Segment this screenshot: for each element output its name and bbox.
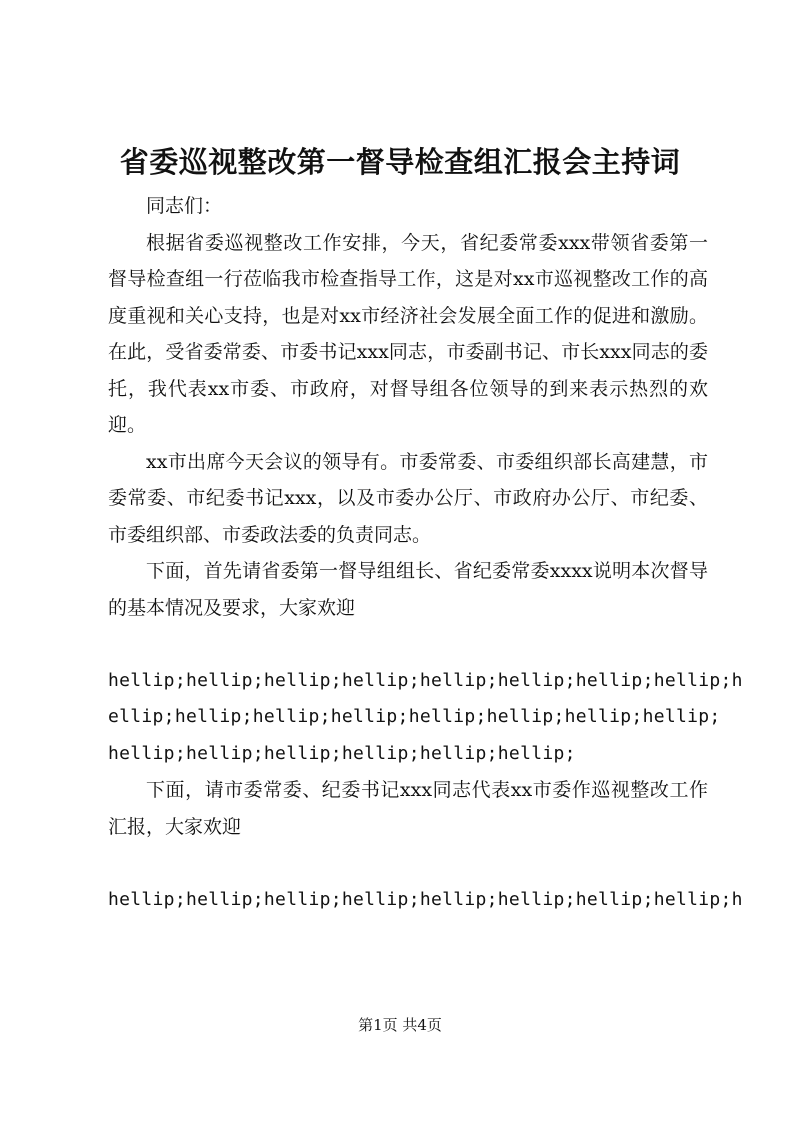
paragraph-first-speaker: 下面，首先请省委第一督导组组长、省纪委常委xxxx说明本次督导的基本情况及要求，大家欢迎 bbox=[108, 560, 708, 619]
paragraph-attendees: xx市出席今天会议的领导有。市委常委、市委组织部长高建慧，市委常委、市纪委书记xxx，以及市委办公厅、市政府办公厅、市纪委、市委组织部、市委政法委的负责同志。 bbox=[108, 450, 708, 546]
blank-line bbox=[108, 845, 708, 882]
paragraph-opening: 根据省委巡视整改工作安排，今天，省纪委常委xxx带领省委第一督导检查组一行莅临我市检查指导工作，这是对xx市巡视整改工作的高度重视和关心支持，也是对xx市经济社会发展全面工作的促进和激励。在此，受省委常委、市委书记xxx同志，市委副书记、市长xxx同志的委托，我代表xx市委、市政府，对督导组各位领导的到来表示热烈的欢迎。 bbox=[108, 231, 708, 436]
blank-line bbox=[108, 626, 708, 663]
document-title: 省委巡视整改第一督导检查组汇报会主持词 bbox=[119, 145, 681, 179]
ellipsis-line: ellip;hellip;hellip;hellip;hellip;hellip;hellip;hellip; bbox=[108, 706, 721, 727]
paragraph-second-speaker: 下面，请市委常委、纪委书记xxx同志代表xx市委作巡视整改工作汇报，大家欢迎 bbox=[108, 779, 708, 838]
ellipsis-line: hellip;hellip;hellip;hellip;hellip;hellip;hellip;hellip;h bbox=[108, 888, 743, 910]
ellipsis-line: hellip;hellip;hellip;hellip;hellip;hellip;hellip;hellip;h bbox=[108, 669, 743, 691]
page-number-footer: 第1页 共4页 bbox=[358, 1016, 442, 1034]
document-body bbox=[108, 188, 743, 918]
ellipsis-line: hellip;hellip;hellip;hellip;hellip;hellip; bbox=[108, 742, 576, 764]
greeting: 同志们： bbox=[146, 195, 223, 217]
